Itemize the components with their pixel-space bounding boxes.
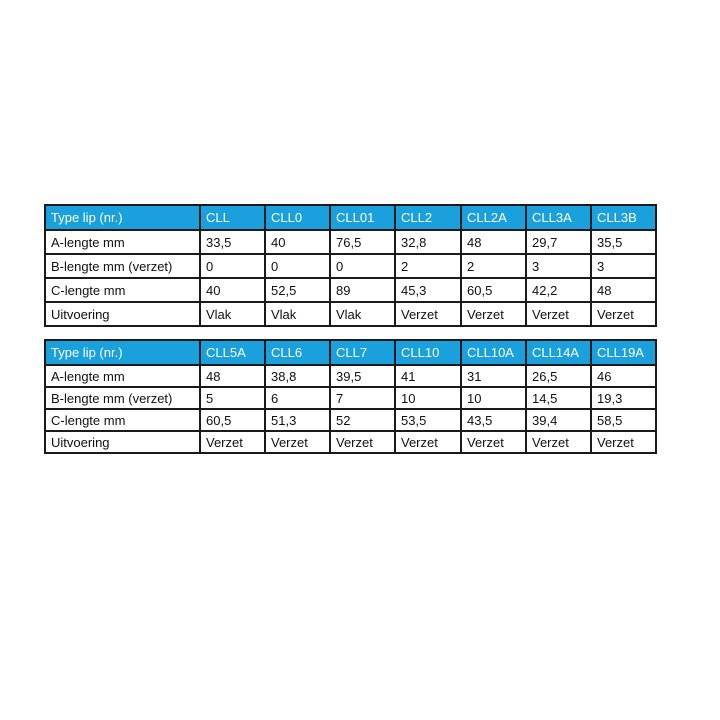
table-cell: 43,5: [461, 409, 526, 431]
table-row: [45, 365, 656, 387]
table-cell: Vlak: [265, 302, 330, 326]
table-cell: 39,5: [330, 365, 395, 387]
table-cell: 5: [200, 387, 265, 409]
column-header: CLL: [200, 205, 265, 230]
column-header: CLL19A: [591, 340, 656, 365]
column-header: CLL10A: [461, 340, 526, 365]
row-label: A-lengte mm: [45, 365, 200, 387]
table-cell: 31: [461, 365, 526, 387]
row-label-header: Type lip (nr.): [45, 340, 200, 365]
row-label: B-lengte mm (verzet): [45, 387, 200, 409]
table-cell: Vlak: [330, 302, 395, 326]
table-header-row: [45, 340, 656, 365]
table-cell: 32,8: [395, 230, 461, 254]
table-cell: Verzet: [330, 431, 395, 453]
column-header: CLL5A: [200, 340, 265, 365]
table-cell: 39,4: [526, 409, 591, 431]
table-cell: 0: [330, 254, 395, 278]
table-cell: 53,5: [395, 409, 461, 431]
table-cell: Verzet: [395, 431, 461, 453]
spec-table-2: [44, 339, 657, 454]
column-header: CLL3B: [591, 205, 656, 230]
table-cell: 2: [461, 254, 526, 278]
table-cell: 2: [395, 254, 461, 278]
table-cell: 0: [265, 254, 330, 278]
table-cell: 42,2: [526, 278, 591, 302]
table-cell: Verzet: [395, 302, 461, 326]
table-cell: 76,5: [330, 230, 395, 254]
table-cell: 6: [265, 387, 330, 409]
table-cell: 33,5: [200, 230, 265, 254]
row-label: A-lengte mm: [45, 230, 200, 254]
table-cell: 0: [200, 254, 265, 278]
table-cell: 29,7: [526, 230, 591, 254]
column-header: CLL0: [265, 205, 330, 230]
table-row: [45, 254, 656, 278]
table-cell: 60,5: [461, 278, 526, 302]
table-cell: 14,5: [526, 387, 591, 409]
table-cell: Vlak: [200, 302, 265, 326]
table-row: [45, 278, 656, 302]
table-cell: Verzet: [461, 431, 526, 453]
table-cell: Verzet: [591, 302, 656, 326]
table-cell: 26,5: [526, 365, 591, 387]
column-header: CLL2: [395, 205, 461, 230]
table-cell: 10: [461, 387, 526, 409]
row-label: Uitvoering: [45, 431, 200, 453]
table-row: [45, 431, 656, 453]
table-cell: 89: [330, 278, 395, 302]
column-header: CLL10: [395, 340, 461, 365]
column-header: CLL7: [330, 340, 395, 365]
table-cell: 3: [526, 254, 591, 278]
table-cell: 48: [461, 230, 526, 254]
column-header: CLL14A: [526, 340, 591, 365]
row-label: B-lengte mm (verzet): [45, 254, 200, 278]
table-cell: Verzet: [461, 302, 526, 326]
spec-table-1: [44, 204, 657, 327]
table-cell: 7: [330, 387, 395, 409]
row-label: C-lengte mm: [45, 409, 200, 431]
table-cell: 40: [265, 230, 330, 254]
table-cell: 10: [395, 387, 461, 409]
table-cell: Verzet: [200, 431, 265, 453]
table-cell: Verzet: [591, 431, 656, 453]
row-label: Uitvoering: [45, 302, 200, 326]
table-cell: 46: [591, 365, 656, 387]
table-cell: 52,5: [265, 278, 330, 302]
table-cell: 48: [200, 365, 265, 387]
table-cell: 45,3: [395, 278, 461, 302]
table-cell: 51,3: [265, 409, 330, 431]
table-cell: 38,8: [265, 365, 330, 387]
column-header: CLL2A: [461, 205, 526, 230]
table-header-row: [45, 205, 656, 230]
table-row: [45, 302, 656, 326]
column-header: CLL6: [265, 340, 330, 365]
table-cell: 58,5: [591, 409, 656, 431]
table-cell: Verzet: [526, 431, 591, 453]
row-label-header: Type lip (nr.): [45, 205, 200, 230]
row-label: C-lengte mm: [45, 278, 200, 302]
table-cell: 19,3: [591, 387, 656, 409]
table-cell: 40: [200, 278, 265, 302]
table-cell: 52: [330, 409, 395, 431]
column-header: CLL3A: [526, 205, 591, 230]
table-cell: 41: [395, 365, 461, 387]
table-cell: 48: [591, 278, 656, 302]
table-cell: 3: [591, 254, 656, 278]
table-row: [45, 409, 656, 431]
table-row: [45, 387, 656, 409]
table-cell: Verzet: [526, 302, 591, 326]
column-header: CLL01: [330, 205, 395, 230]
table-cell: Verzet: [265, 431, 330, 453]
table-cell: 35,5: [591, 230, 656, 254]
table-cell: 60,5: [200, 409, 265, 431]
table-row: [45, 230, 656, 254]
